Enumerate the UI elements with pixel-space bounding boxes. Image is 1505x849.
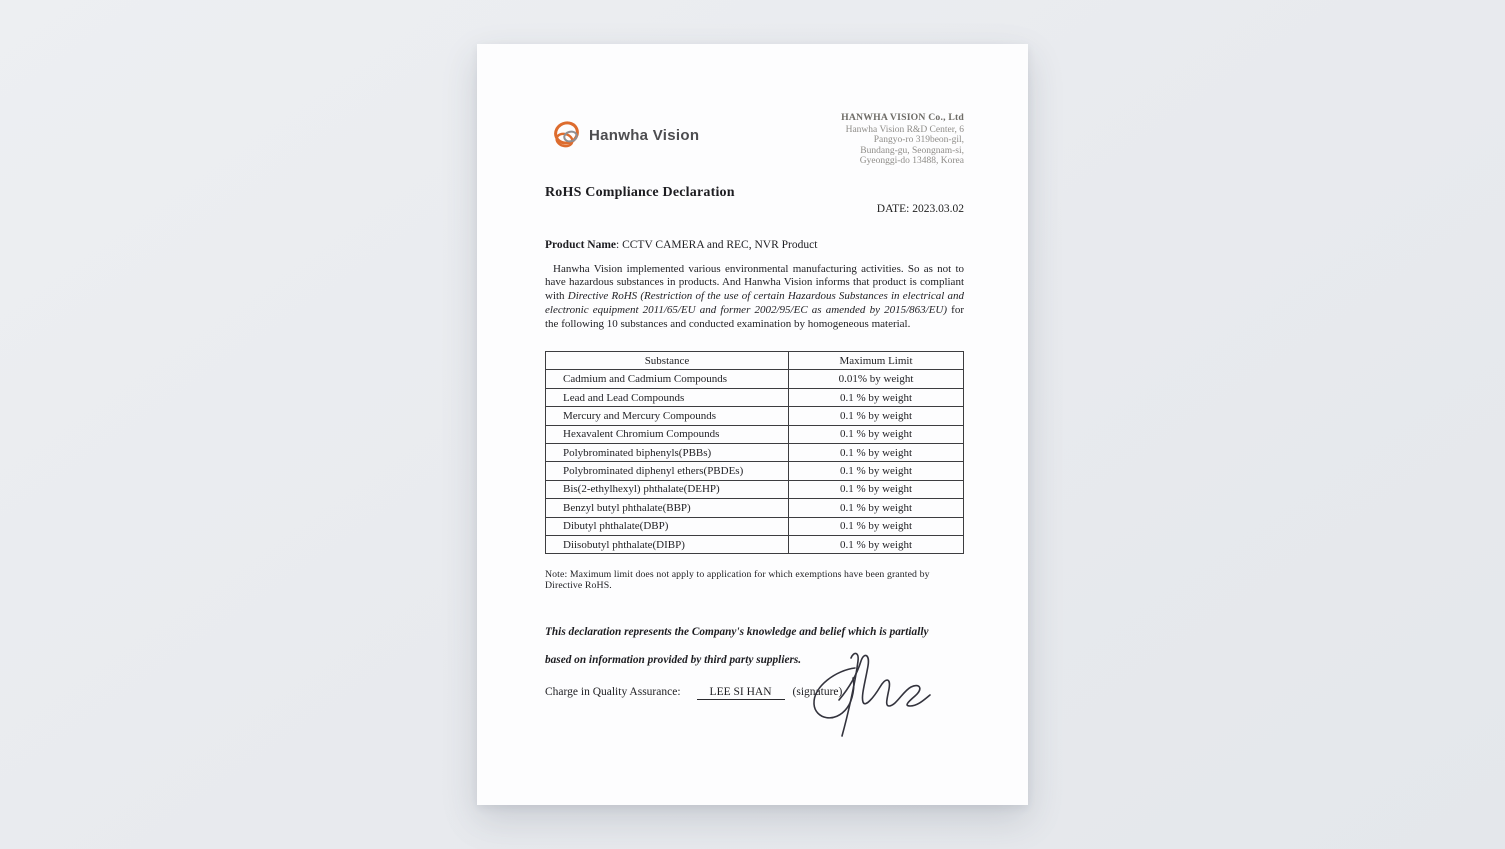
substance-cell: Cadmium and Cadmium Compounds xyxy=(546,370,789,388)
logo-wordmark: Hanwha Vision xyxy=(589,126,700,144)
address-line: Gyeonggi-do 13488, Korea xyxy=(859,156,964,167)
product-name-value: : CCTV CAMERA and REC, NVR Product xyxy=(616,238,818,251)
substance-cell: Benzyl butyl phthalate(BBP) xyxy=(546,499,789,517)
intro-text-directive-italic: Directive RoHS (Restriction of the use of certain Hazardous Substances in electrical and electronic equipment 2011/65/EU and former 2002/95/EC as amended by 2015/863/EU) xyxy=(545,290,964,317)
limit-cell: 0.1 % by weight xyxy=(789,517,964,535)
substance-cell: Polybrominated diphenyl ethers(PBDEs) xyxy=(546,462,789,480)
limit-cell: 0.01% by weight xyxy=(789,370,964,388)
table-row xyxy=(546,480,964,498)
address-line: Pangyo-ro 319beon-gil, xyxy=(873,135,964,146)
signature-suffix: (signature) xyxy=(792,686,843,699)
substance-cell: Diisobutyl phthalate(DIBP) xyxy=(546,535,789,553)
substance-cell: Hexavalent Chromium Compounds xyxy=(546,425,789,443)
table-row xyxy=(546,462,964,480)
document-content xyxy=(477,44,1028,805)
limit-cell: 0.1 % by weight xyxy=(789,462,964,480)
signatory-name: LEE SI HAN xyxy=(697,686,785,700)
table-row xyxy=(546,370,964,388)
table-row xyxy=(546,517,964,535)
table-row xyxy=(546,388,964,406)
limit-cell: 0.1 % by weight xyxy=(789,425,964,443)
document-page xyxy=(477,44,1028,805)
table-note: Note: Maximum limit does not apply to application for which exemptions have been granted by Directive RoHS. xyxy=(545,569,930,592)
column-header-substance: Substance xyxy=(546,352,789,370)
table-row xyxy=(546,499,964,517)
hanwha-vision-logo xyxy=(552,120,699,150)
limit-cell: 0.1 % by weight xyxy=(789,480,964,498)
table-row xyxy=(546,407,964,425)
hanwha-swirl-icon xyxy=(552,120,584,150)
table-row xyxy=(546,425,964,443)
limit-cell: 0.1 % by weight xyxy=(789,388,964,406)
substances-table xyxy=(545,351,964,554)
declaration-line: This declaration represents the Company's knowledge and belief which is partially xyxy=(545,626,929,639)
substance-cell: Dibutyl phthalate(DBP) xyxy=(546,517,789,535)
signature-line xyxy=(545,686,964,700)
product-name-line xyxy=(545,239,964,251)
declaration-line: based on information provided by third party suppliers. xyxy=(545,654,802,667)
intro-text-pre: Hanwha Vision implemented various environmental manufacturing activities. So as not to have hazardous substances in products. And Hanwha Vision informs that product is compliant with xyxy=(545,262,964,303)
company-name: HANWHA VISION Co., Ltd xyxy=(841,112,964,123)
limit-cell: 0.1 % by weight xyxy=(789,444,964,462)
document-date: DATE: 2023.03.02 xyxy=(876,202,964,215)
limit-cell: 0.1 % by weight xyxy=(789,407,964,425)
substance-cell: Mercury and Mercury Compounds xyxy=(546,407,789,425)
signature-label: Charge in Quality Assurance: xyxy=(545,686,681,699)
address-line: Hanwha Vision R&D Center, 6 xyxy=(845,124,964,135)
substance-cell: Bis(2-ethylhexyl) phthalate(DEHP) xyxy=(546,480,789,498)
table-row xyxy=(546,444,964,462)
company-address-block xyxy=(841,113,964,167)
product-name-label: Product Name xyxy=(545,238,617,251)
intro-paragraph xyxy=(545,263,964,333)
letterhead xyxy=(545,44,964,167)
table-row xyxy=(546,535,964,553)
document-title: RoHS Compliance Declaration xyxy=(545,184,735,200)
limit-cell: 0.1 % by weight xyxy=(789,535,964,553)
intro-text-post: for the following 10 substances and conducted examination by homogeneous material. xyxy=(545,304,964,331)
substance-cell: Lead and Lead Compounds xyxy=(546,388,789,406)
address-line: Bundang-gu, Seongnam-si, xyxy=(860,145,964,156)
substance-cell: Polybrominated biphenyls(PBBs) xyxy=(546,444,789,462)
limit-cell: 0.1 % by weight xyxy=(789,499,964,517)
column-header-maximum-limit: Maximum Limit xyxy=(789,352,964,370)
table-header-row xyxy=(546,352,964,370)
declaration-statement xyxy=(545,625,963,667)
